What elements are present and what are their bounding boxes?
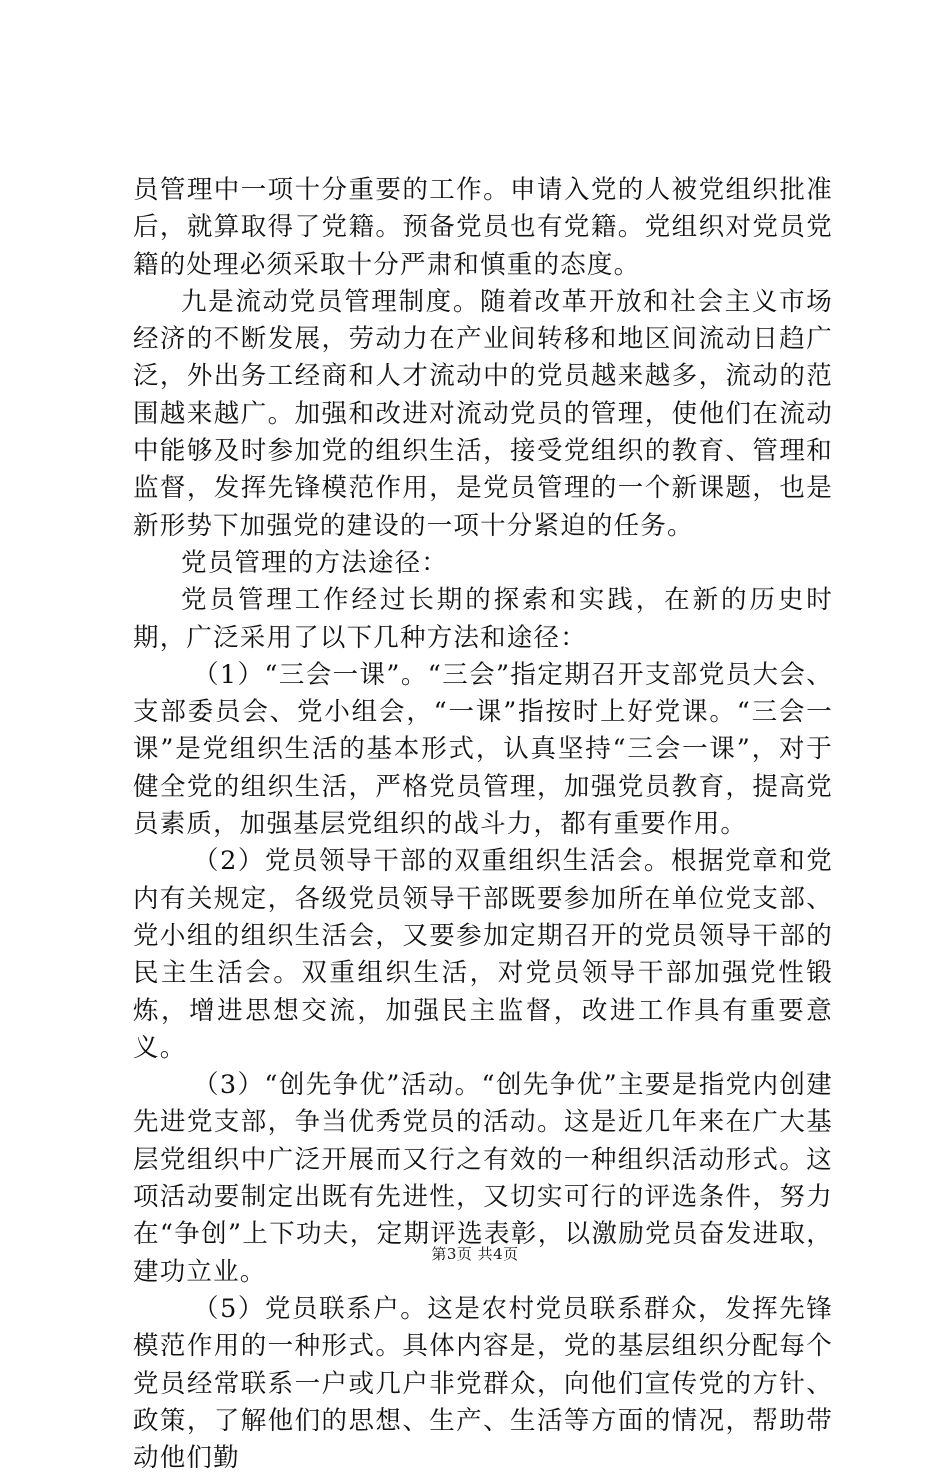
paragraph-mobile-member-system: 九是流动党员管理制度。随着改革开放和社会主义市场经济的不断发展，劳动力在产业间转移和地区间流动日趋广泛，外出务工经商和人才流动中的党员越来越多，流动的范围越来越广。加强和改进对流动党员的管理，使他们在流动中能够及时参加党的组织生活，接受党组织的教育、管理和监督，发挥先锋模范作用，是党员管理的一个新课题，也是新形势下加强党的建设的一项十分紧迫的任务。 [133,286,833,541]
paragraph-item-3: （3）“创先争优”活动。“创先争优”主要是指党内创建先进党支部，争当优秀党员的活动。这是近几年来在广大基层党组织中广泛开展而又行之有效的一种组织活动形式。这项活动要制定出既有先进性，又切实可行的评选条件，努力在“争创”上下功夫，定期评选表彰，以激励党员奋发进取，建功立业。 [133,1070,833,1287]
paragraph-continuation: 员管理中一项十分重要的工作。申请入党的人被党组织批准后，就算取得了党籍。预备党员也有党籍。党组织对党员党籍的处理必须采取十分严肃和慎重的态度。 [133,175,833,280]
paragraph-item-1: （1）“三会一课”。“三会”指定期召开支部党员大会、支部委员会、党小组会，“一课”指按时上好党课。“三会一课”是党组织生活的基本形式，认真坚持“三会一课”，对于健全党的组织生活，严格党员管理，加强党员教育，提高党员素质，加强基层党组织的战斗力，都有重要作用。 [133,659,833,840]
paragraph-item-5: （5）党员联系户。这是农村党员联系群众，发挥先锋模范作用的一种形式。具体内容是，党的基层组织分配每个党员经常联系一户或几户非党群众，向他们宣传党的方针、政策，了解他们的思想、生产、生活等方面的情况，帮助带动他们勤 [133,1293,833,1474]
paragraph-item-2: （2）党员领导干部的双重组织生活会。根据党章和党内有关规定，各级党员领导干部既要参加所在单位党支部、党小组的组织生活会，又要参加定期召开的党员领导干部的民主生活会。双重组织生活，对党员领导干部加强党性锻炼，增进思想交流，加强民主监督，改进工作具有重要意义。 [133,846,833,1063]
section-heading-methods: 党员管理的方法途径： [181,547,449,578]
page-number-footer: 第3页 共4页 [431,1245,519,1263]
document-body [133,172,833,1477]
paragraph-methods-intro: 党员管理工作经过长期的探索和实践，在新的历史时期，广泛采用了以下几种方法和途径： [133,585,833,653]
